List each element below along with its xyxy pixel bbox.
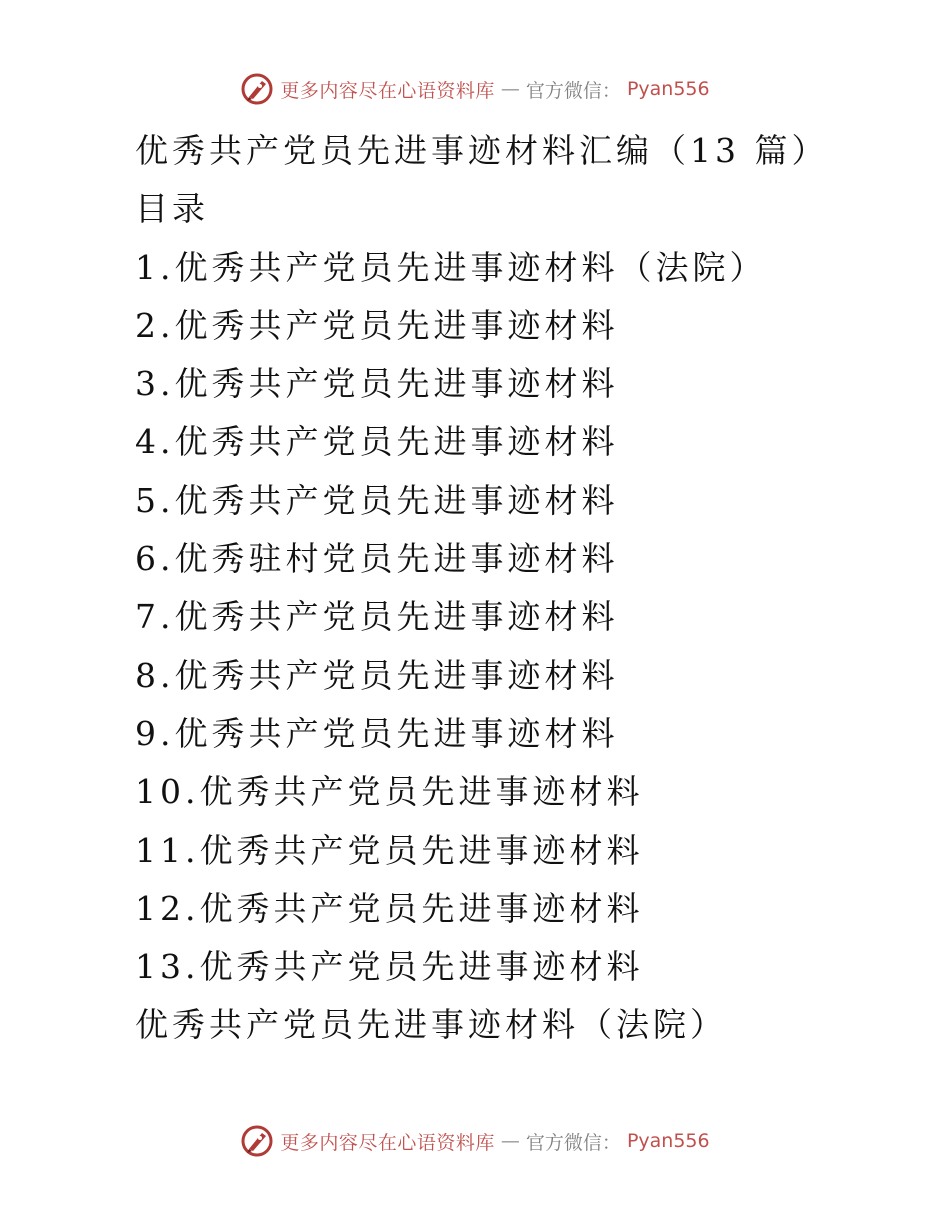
toc-heading: 目录 (135, 189, 209, 229)
toc-item: 13.优秀共产党员先进事迹材料 (135, 947, 644, 987)
banner-main-text: 更多内容尽在心语资料库 (280, 1131, 495, 1154)
toc-item: 3.优秀共产党员先进事迹材料 (135, 364, 619, 404)
toc-item: 5.优秀共产党员先进事迹材料 (135, 480, 619, 520)
banner-wechat-label: 官方微信： (525, 1131, 621, 1154)
toc-list (135, 239, 915, 997)
banner-wechat-id: Pyan556 (626, 78, 710, 100)
banner-wechat-id: Pyan556 (626, 1130, 710, 1152)
banner-dash: — (500, 1130, 520, 1152)
banner-dash: — (500, 78, 520, 100)
pen-logo-icon (240, 1124, 274, 1158)
toc-item: 2.优秀共产党员先进事迹材料 (135, 305, 619, 345)
document-body (135, 122, 915, 1055)
toc-item: 1.优秀共产党员先进事迹材料（法院） (135, 247, 767, 287)
toc-item: 8.优秀共产党员先进事迹材料 (135, 655, 619, 695)
toc-item: 9.优秀共产党员先进事迹材料 (135, 713, 619, 753)
banner-wechat-label: 官方微信： (525, 79, 621, 102)
toc-item: 12.优秀共产党员先进事迹材料 (135, 888, 644, 928)
toc-item: 4.优秀共产党员先进事迹材料 (135, 422, 619, 462)
section-heading: 优秀共产党员先进事迹材料（法院） (135, 1005, 727, 1045)
toc-item: 10.优秀共产党员先进事迹材料 (135, 772, 644, 812)
toc-item: 11.优秀共产党员先进事迹材料 (135, 830, 644, 870)
pen-logo-icon (240, 72, 274, 106)
footer-banner (0, 1124, 950, 1158)
header-banner (0, 72, 950, 106)
toc-item: 7.优秀共产党员先进事迹材料 (135, 597, 619, 637)
toc-item: 6.优秀驻村党员先进事迹材料 (135, 539, 619, 579)
document-title: 优秀共产党员先进事迹材料汇编（13 篇） (135, 131, 829, 170)
banner-main-text: 更多内容尽在心语资料库 (280, 79, 495, 102)
